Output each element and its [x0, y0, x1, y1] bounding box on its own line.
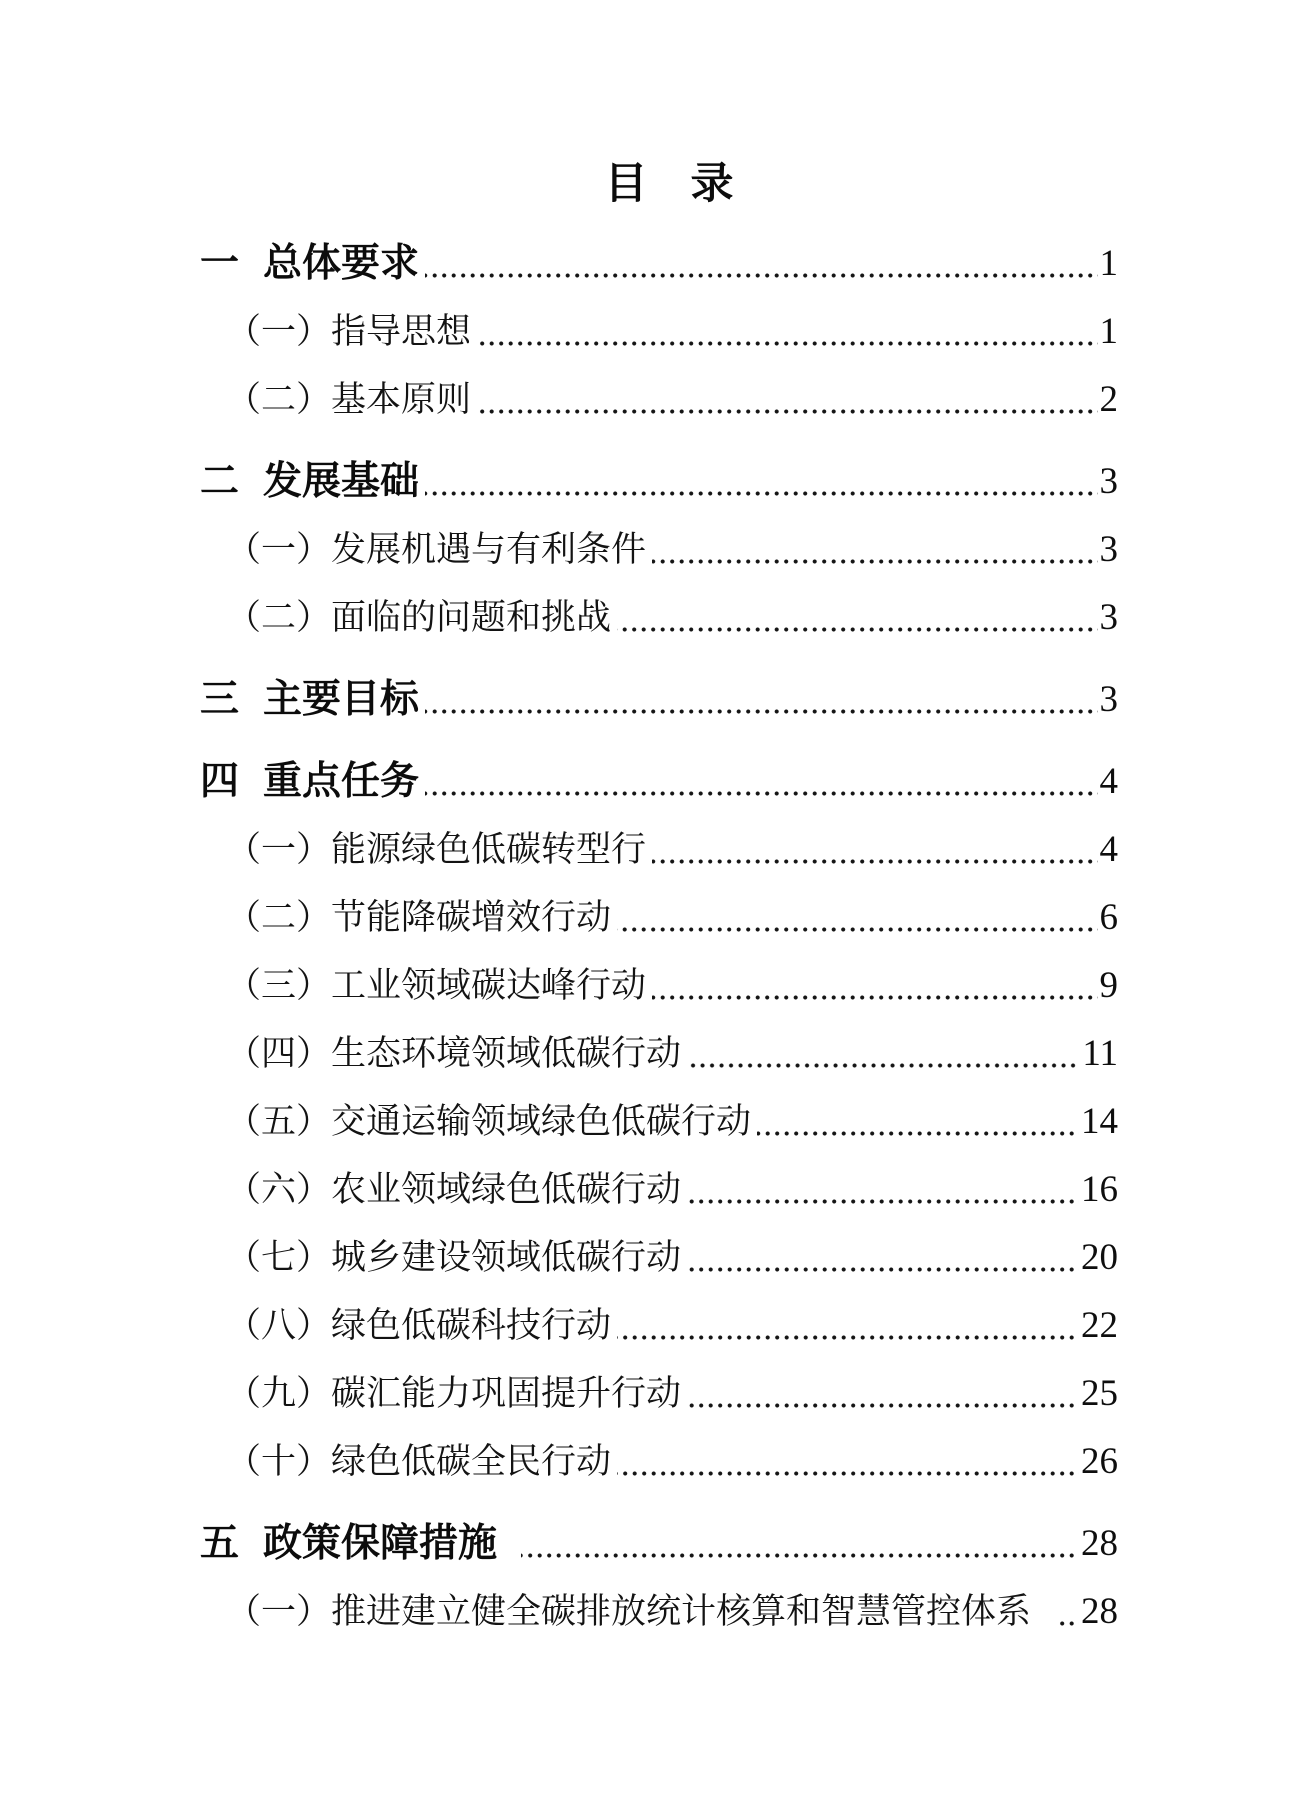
toc-entry-label: （八）绿色低碳科技行动	[226, 1306, 612, 1345]
toc-entry[interactable]	[200, 1578, 1118, 1646]
toc-entry-label: （三）工业领域碳达峰行动	[226, 966, 647, 1005]
toc-entry-page: 3	[1099, 529, 1118, 570]
toc-entry-page: 20	[1081, 1237, 1118, 1278]
toc-entry[interactable]	[200, 748, 1118, 816]
toc-entry-number: 三	[200, 678, 240, 721]
toc-entry-page: 26	[1081, 1441, 1118, 1482]
toc-entry-label: （二）基本原则	[226, 380, 472, 419]
toc-entry-label: （二）节能降碳增效行动	[226, 898, 612, 937]
toc-entry-page: 22	[1081, 1305, 1118, 1346]
toc-entry-page: 16	[1081, 1169, 1118, 1210]
dot-leader	[617, 884, 1099, 952]
toc-entry-label: （九）碳汇能力巩固提升行动	[226, 1374, 682, 1413]
toc-entry-page: 4	[1099, 761, 1118, 802]
toc-entry[interactable]	[200, 1428, 1118, 1496]
dot-leader	[757, 1088, 1081, 1156]
toc-entry[interactable]	[200, 584, 1118, 652]
toc-entry[interactable]	[200, 230, 1118, 298]
toc-entry[interactable]	[200, 1020, 1118, 1088]
dot-leader	[652, 516, 1099, 584]
dot-leader	[477, 298, 1099, 366]
toc-entry-number: 二	[200, 460, 240, 503]
dot-leader	[687, 1156, 1081, 1224]
toc-entry[interactable]	[200, 516, 1118, 584]
toc-entry-label: （七）城乡建设领域低碳行动	[226, 1238, 682, 1277]
toc-entry[interactable]	[200, 816, 1118, 884]
toc-entry-label: （四）生态环境领域低碳行动	[226, 1034, 682, 1073]
toc-entry-label: （十）绿色低碳全民行动	[226, 1442, 612, 1481]
toc-entry-page: 1	[1099, 311, 1118, 352]
toc-entry-label: （六）农业领域绿色低碳行动	[226, 1170, 682, 1209]
dot-leader	[652, 952, 1099, 1020]
toc-entry-page: 1	[1099, 243, 1118, 284]
dot-leader	[477, 366, 1099, 434]
dot-leader	[617, 584, 1099, 652]
toc-entry[interactable]	[200, 666, 1118, 734]
toc-entry-label: 主要目标	[263, 678, 420, 721]
toc-entry[interactable]	[200, 448, 1118, 516]
dot-leader	[425, 748, 1099, 816]
toc-entry-number: 五	[200, 1522, 240, 1565]
toc-entry-page: 28	[1081, 1591, 1118, 1632]
toc-entry-label: 总体要求	[263, 242, 420, 285]
dot-leader	[687, 1360, 1081, 1428]
toc-entry-page: 25	[1081, 1373, 1118, 1414]
toc-entry-page: 3	[1099, 461, 1118, 502]
dot-leader	[425, 448, 1099, 516]
dot-leader	[425, 666, 1099, 734]
toc-entry[interactable]	[200, 884, 1118, 952]
toc-entry[interactable]	[200, 1510, 1118, 1578]
toc-entry-number: 四	[200, 760, 240, 803]
toc-entry-page: 3	[1099, 597, 1118, 638]
toc-entry-number: 一	[200, 242, 240, 285]
toc-entry-page: 14	[1081, 1101, 1118, 1142]
toc-entry-label: （一）发展机遇与有利条件	[226, 530, 647, 569]
toc-entry-label: （一）能源绿色低碳转型行	[226, 830, 647, 869]
dot-leader	[652, 816, 1099, 884]
dot-leader	[687, 1020, 1082, 1088]
toc-entry-page: 2	[1099, 379, 1118, 420]
dot-leader	[521, 1510, 1081, 1578]
dot-leader	[1055, 1578, 1081, 1646]
dot-leader	[617, 1428, 1081, 1496]
dot-leader	[617, 1292, 1081, 1360]
toc-entry[interactable]	[200, 1156, 1118, 1224]
toc-entry-label: 政策保障措施	[263, 1522, 498, 1565]
toc-entry-page: 6	[1099, 897, 1118, 938]
toc-entry[interactable]	[200, 952, 1118, 1020]
toc-entry-page: 9	[1099, 965, 1118, 1006]
toc-entry-page: 3	[1099, 679, 1118, 720]
toc-entry-label: （五）交通运输领域绿色低碳行动	[226, 1102, 752, 1141]
toc-entry[interactable]	[200, 1360, 1118, 1428]
toc-entry[interactable]	[200, 298, 1118, 366]
toc-entry-label: （二）面临的问题和挑战	[226, 598, 612, 637]
toc-entry-page: 11	[1082, 1033, 1118, 1074]
toc-entry[interactable]	[200, 366, 1118, 434]
toc-list	[200, 230, 1118, 1646]
toc-entry-label: 发展基础	[263, 460, 420, 503]
toc-entry-page: 28	[1081, 1523, 1118, 1564]
dot-leader	[687, 1224, 1081, 1292]
dot-leader	[425, 230, 1099, 298]
toc-entry-label: （一）指导思想	[226, 312, 472, 351]
page-title: 目 录	[604, 160, 734, 208]
toc-entry[interactable]	[200, 1224, 1118, 1292]
toc-entry-label: 重点任务	[263, 760, 420, 803]
toc-entry[interactable]	[200, 1088, 1118, 1156]
toc-entry-label: （一）推进建立健全碳排放统计核算和智慧管控体系	[226, 1592, 1032, 1631]
toc-entry[interactable]	[200, 1292, 1118, 1360]
toc-entry-page: 4	[1099, 829, 1118, 870]
